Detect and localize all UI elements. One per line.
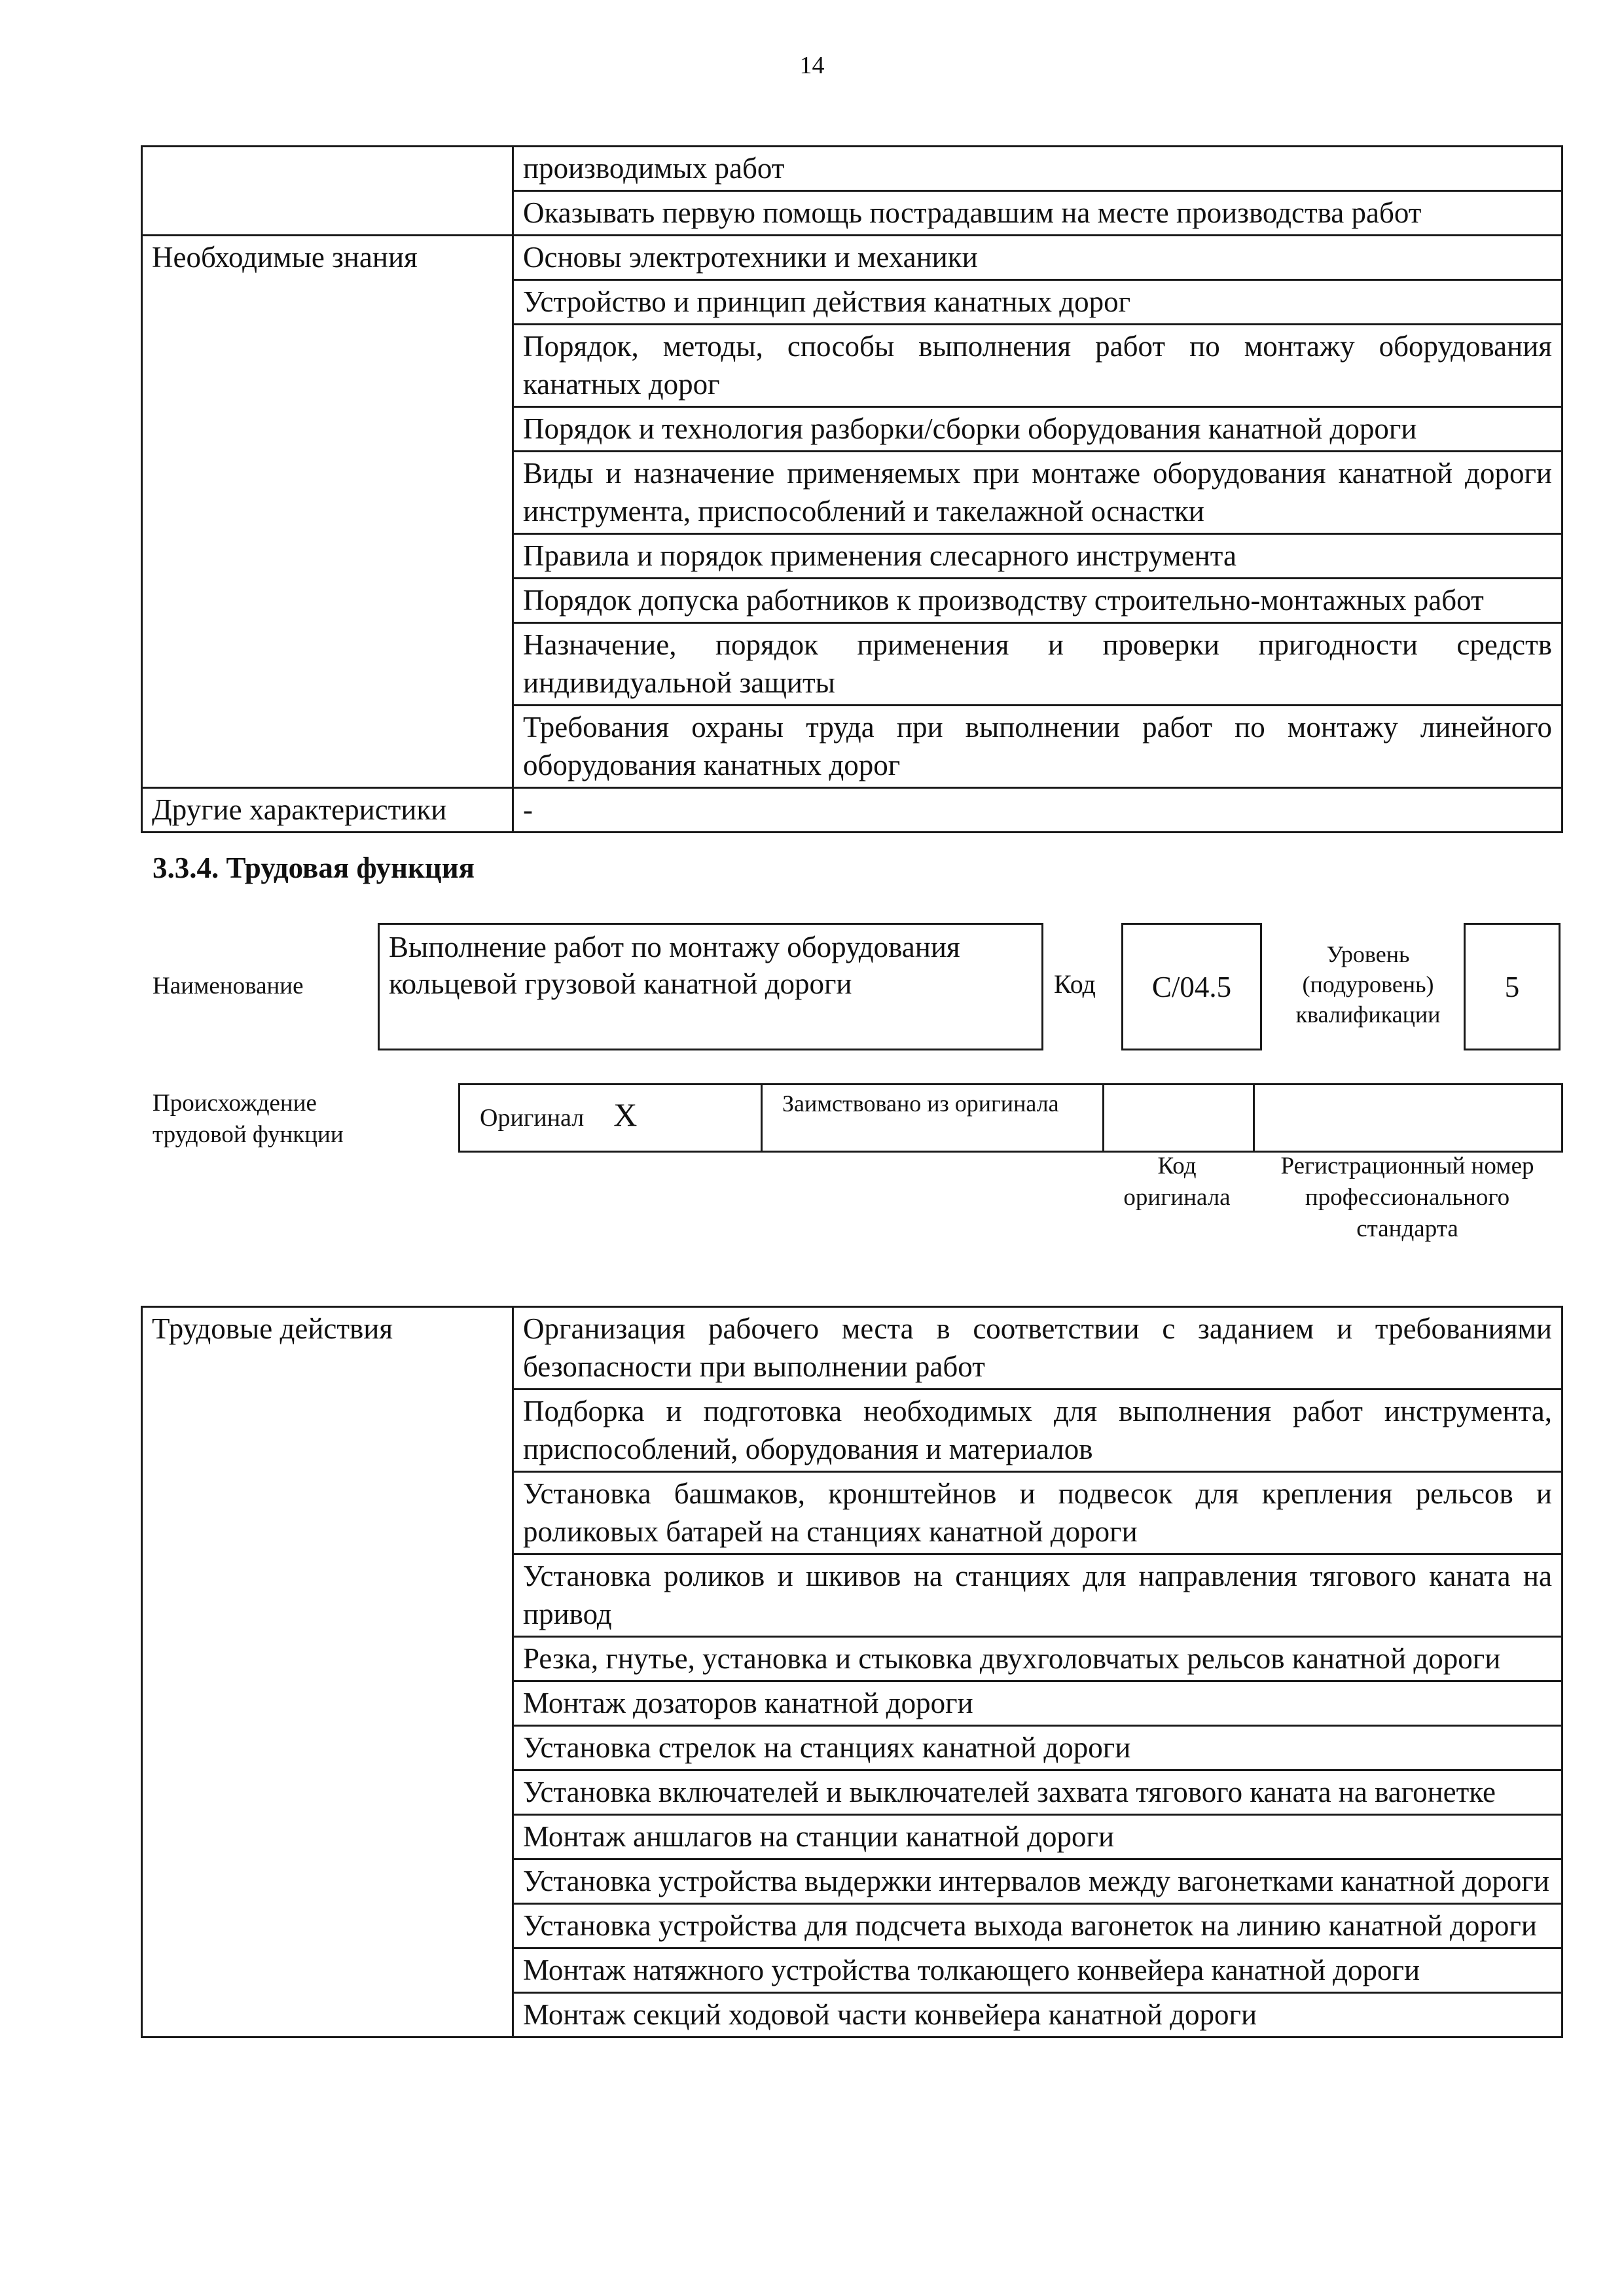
row-label-other: Другие характеристики [142, 788, 513, 833]
original-code-caption: Код оригинала [1123, 1153, 1231, 1211]
action-item: Установка стрелок на станциях канатной дороги [513, 1726, 1562, 1770]
borrowed-label: Заимствовано из оригинала [782, 1090, 1059, 1117]
row-text: Требования охраны труда при выполнении работ по монтажу линейного оборудования канатных дорог [513, 706, 1562, 788]
table-row [460, 1085, 1562, 1152]
actions-label: Трудовые действия [142, 1307, 513, 2037]
action-item: Установка включателей и выключателей захвата тягового каната на вагонетке [513, 1770, 1562, 1815]
code-label: Код [1054, 969, 1096, 999]
action-item: Установка роликов и шкивов на станциях для направления тягового каната на привод [513, 1554, 1562, 1637]
row-text: Назначение, порядок применения и проверки пригодности средств индивидуальной защиты [513, 623, 1562, 706]
page-number: 14 [799, 52, 825, 79]
row-label [142, 147, 513, 236]
row-text: Правила и порядок применения слесарного инструмента [513, 534, 1562, 579]
origin-table [458, 1083, 1563, 1153]
actions-table [141, 1306, 1563, 2038]
table-row [142, 1307, 1562, 1390]
original-code-cell [1104, 1085, 1254, 1152]
borrowed-cell [762, 1085, 1104, 1152]
action-item: Установка башмаков, кронштейнов и подвесок для крепления рельсов и роликовых батарей на станциях канатной дороги [513, 1472, 1562, 1554]
action-item: Монтаж натяжного устройства толкающего конвейера канатной дороги [513, 1948, 1562, 1993]
reg-number-cell [1254, 1085, 1562, 1152]
section-title: 3.3.4. Трудовая функция [153, 852, 475, 884]
level-value-box: 5 [1464, 923, 1561, 1050]
action-item: Установка устройства для подсчета выхода вагонеток на линию канатной дороги [513, 1904, 1562, 1948]
row-text: - [513, 788, 1562, 833]
row-text: Оказывать первую помощь пострадавшим на месте производства работ [513, 191, 1562, 236]
level-label: Уровень (подуровень) квалификации [1295, 941, 1441, 1028]
row-text: Устройство и принцип действия канатных дорог [513, 280, 1562, 325]
table-row [142, 788, 1562, 833]
origin-label: Происхождение трудовой функции [153, 1090, 344, 1148]
row-label-knowledge: Необходимые знания [142, 236, 513, 788]
reg-number-caption: Регистрационный номер профессионального стандарта [1280, 1153, 1534, 1242]
original-label: Оригинал [480, 1104, 585, 1132]
row-text: Порядок допуска работников к производству строительно-монтажных работ [513, 579, 1562, 623]
code-value-box: C/04.5 [1121, 923, 1262, 1050]
row-text: Порядок и технология разборки/сборки оборудования канатной дороги [513, 407, 1562, 452]
action-item: Монтаж аншлагов на станции канатной дороги [513, 1815, 1562, 1859]
original-cell [460, 1085, 762, 1152]
row-text: производимых работ [513, 147, 1562, 191]
action-item: Подборка и подготовка необходимых для выполнения работ инструмента, приспособлений, оборудования и материалов [513, 1390, 1562, 1472]
action-item: Резка, гнутье, установка и стыковка двухголовчатых рельсов канатной дороги [513, 1637, 1562, 1681]
table-row [142, 236, 1562, 280]
row-text: Виды и назначение применяемых при монтаже оборудования канатной дороги инструмента, приспособлений и такелажной оснастки [513, 452, 1562, 534]
name-label: Наименование [153, 973, 304, 999]
knowledge-table [141, 145, 1563, 833]
function-name-box: Выполнение работ по монтажу оборудования кольцевой грузовой канатной дороги [378, 923, 1043, 1050]
action-item: Монтаж секций ходовой части конвейера канатной дороги [513, 1993, 1562, 2037]
action-item: Организация рабочего места в соответствии с заданием и требованиями безопасности при выполнении работ [513, 1307, 1562, 1390]
row-text: Основы электротехники и механики [513, 236, 1562, 280]
action-item: Установка устройства выдержки интервалов между вагонетками канатной дороги [513, 1859, 1562, 1904]
original-mark: X [613, 1096, 638, 1133]
row-text: Порядок, методы, способы выполнения работ по монтажу оборудования канатных дорог [513, 325, 1562, 407]
action-item: Монтаж дозаторов канатной дороги [513, 1681, 1562, 1726]
table-row [142, 147, 1562, 191]
